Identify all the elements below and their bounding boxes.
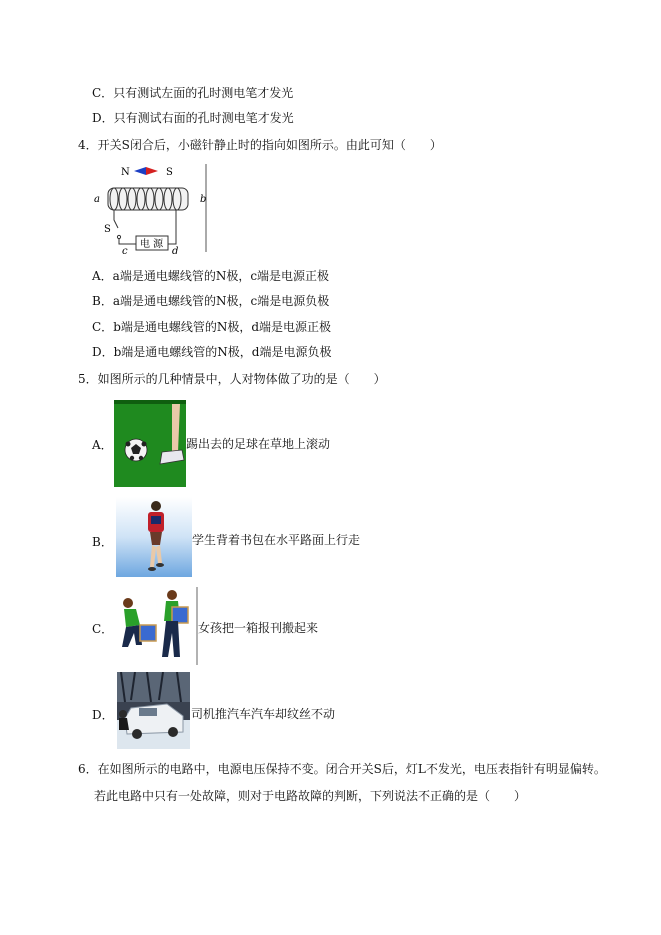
q4-option-c: C．b端是通电螺线管的N极，d端是电源正极 [92, 320, 332, 334]
label-a: a [94, 194, 100, 205]
q5-option-a-label: A． [92, 438, 113, 452]
question-4-stem: 4．开关S闭合后，小磁针静止时的指向如图所示。由此可知（ ） [78, 138, 442, 152]
option-c-prev: C．只有测试左面的孔时测电笔才发光 [92, 86, 294, 100]
question-6-stem-line2: 若此电路中只有一处故障，则对于电路故障的判断，下列说法不正确的是（ ） [94, 789, 527, 803]
driver [119, 710, 127, 718]
label-n: N [121, 167, 130, 178]
q4-option-d: D．b端是通电螺线管的N极，d端是电源负极 [92, 345, 332, 359]
q4-option-b: B．a端是通电螺线管的N极，c端是电源负极 [92, 294, 330, 308]
q5-option-b-label: B． [92, 535, 113, 549]
label-d: d [172, 246, 179, 256]
question-5-stem: 5．如图所示的几种情景中，人对物体做了功的是（ ） [78, 372, 386, 386]
box-on-ground [140, 625, 156, 641]
switch-contact [117, 235, 120, 238]
football-kick-image [114, 400, 186, 487]
q5-option-d-label: D． [92, 708, 114, 722]
q5-option-b-text: 学生背着书包在水平路面上行走 [192, 533, 361, 547]
question-6-stem-line1: 6．在如图所示的电路中，电源电压保持不变。闭合开关S后，灯L不发光，电压表指针有明显偏转。 [78, 762, 606, 776]
label-s-needle: S [166, 167, 173, 178]
option-d-prev: D．只有测试右面的孔时测电笔才发光 [92, 111, 294, 125]
wire-right [168, 210, 176, 244]
solenoid-circuit-figure [92, 160, 212, 256]
q5-option-c-text: 女孩把一箱报刊搬起来 [198, 621, 319, 635]
q5-option-d-text: 司机推汽车汽车却纹丝不动 [191, 707, 336, 721]
label-b: b [200, 194, 207, 205]
needle-south-half [146, 167, 158, 175]
switch-wire [114, 210, 118, 228]
label-c: c [122, 246, 128, 256]
box-lifted [172, 607, 188, 623]
needle-north-half [134, 167, 146, 175]
student-head [151, 501, 161, 511]
pushing-car-image [117, 672, 190, 749]
q4-option-a: A．a端是通电螺线管的N极，c端是电源正极 [92, 269, 330, 283]
girl-lifting-box-image [114, 587, 198, 665]
label-power-source: 电 源 [140, 239, 164, 250]
student-walking-image [116, 497, 192, 577]
label-switch: S [104, 224, 111, 235]
q5-option-c-label: C． [92, 622, 114, 636]
q5-option-a-text: 踢出去的足球在草地上滚动 [186, 437, 331, 451]
wire-left [119, 238, 136, 244]
